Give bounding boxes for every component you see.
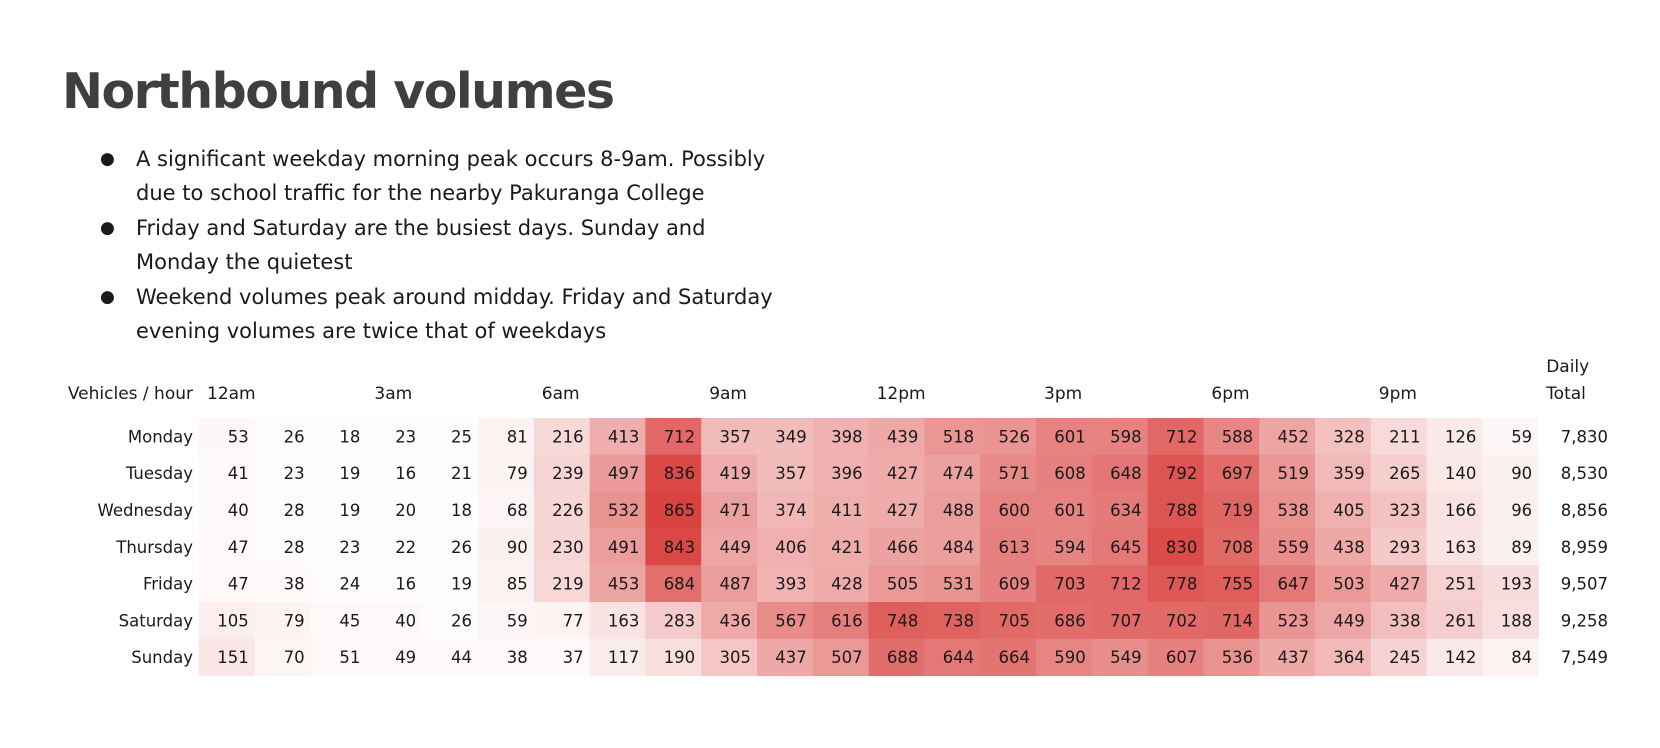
cell-value: 16: [395, 464, 417, 484]
cell-value: 712: [1110, 574, 1142, 594]
cell-value: 778: [1165, 574, 1198, 594]
cell-value: 45: [339, 611, 361, 631]
cell-value: 96: [1511, 501, 1533, 520]
cell-value: 487: [719, 574, 751, 594]
hour-label: 9am: [709, 384, 747, 404]
cell-value: 532: [607, 501, 640, 520]
cell-value: 452: [1277, 427, 1309, 447]
cell-value: 188: [1500, 611, 1533, 631]
cell-value: 142: [1444, 648, 1477, 668]
cell-value: 488: [942, 501, 975, 520]
cell-value: 47: [227, 537, 249, 557]
cell-value: 16: [395, 574, 417, 594]
cell-value: 688: [886, 648, 919, 668]
cell-value: 474: [942, 464, 975, 484]
cell-value: 702: [1165, 611, 1198, 631]
cell-value: 24: [339, 574, 361, 594]
cell-value: 126: [1444, 427, 1477, 447]
cell-value: 265: [1389, 464, 1421, 484]
cell-value: 77: [562, 611, 584, 631]
cell-value: 707: [1110, 611, 1142, 631]
daily-total: 7,549: [1560, 648, 1608, 668]
cell-value: 413: [607, 427, 640, 447]
cell-value: 607: [1165, 648, 1198, 668]
cell-value: 40: [395, 611, 417, 631]
cell-value: 714: [1221, 611, 1254, 631]
cell-value: 357: [775, 464, 807, 484]
bullet-dot-icon: ●: [100, 218, 115, 238]
cell-value: 374: [775, 501, 807, 520]
cell-value: 85: [506, 574, 528, 594]
insight-text: A significant weekday morning peak occurs 8-9am. Possibly due to school traffic for the nearby Pakuranga College: [136, 147, 766, 205]
cell-value: 792: [1165, 464, 1198, 484]
cell-value: 26: [283, 427, 305, 447]
cell-value: 19: [451, 574, 472, 594]
insight-text: Friday and Saturday are the busiest days. Sunday and Monday the quietest: [136, 216, 706, 274]
cell-value: 788: [1165, 501, 1198, 520]
cell-value: 449: [1333, 611, 1365, 631]
cell-value: 40: [227, 501, 249, 520]
cell-value: 419: [719, 464, 751, 484]
cell-value: 405: [1333, 501, 1365, 520]
cell-value: 53: [227, 427, 249, 447]
cell-value: 364: [1333, 648, 1365, 668]
cell-value: 536: [1221, 648, 1254, 668]
cell-value: 505: [886, 574, 919, 594]
cell-value: 283: [663, 611, 696, 631]
cell-value: 19: [339, 501, 361, 520]
cell-value: 438: [1333, 537, 1365, 557]
cell-value: 616: [831, 611, 863, 631]
cell-value: 497: [607, 464, 640, 484]
cell-value: 738: [942, 611, 975, 631]
bullet-dot-icon: ●: [100, 287, 115, 307]
cell-value: 518: [942, 427, 975, 447]
cell-value: 90: [1511, 464, 1533, 484]
cell-value: 507: [831, 648, 863, 668]
cell-value: 427: [886, 501, 919, 520]
cell-value: 81: [506, 427, 528, 447]
cell-value: 349: [775, 427, 807, 447]
cell-value: 22: [395, 537, 417, 557]
cell-value: 90: [506, 537, 528, 557]
cell-value: 68: [506, 501, 528, 520]
cell-value: 755: [1221, 574, 1254, 594]
hourly-volume-heatmap: [0, 350, 1660, 680]
day-label: Saturday: [118, 611, 193, 631]
daily-total: 9,258: [1560, 611, 1608, 631]
day-label: Thursday: [116, 537, 193, 557]
cell-value: 437: [1277, 648, 1309, 668]
bullet-dot-icon: ●: [100, 149, 115, 169]
daily-total: 7,830: [1560, 427, 1608, 447]
cell-value: 567: [775, 611, 807, 631]
cell-value: 703: [1054, 574, 1086, 594]
cell-value: 38: [283, 574, 305, 594]
cell-value: 37: [562, 648, 584, 668]
cell-value: 47: [227, 574, 249, 594]
daily-total: 8,856: [1560, 501, 1608, 520]
cell-value: 19: [339, 464, 361, 484]
cell-value: 151: [217, 648, 249, 668]
cell-value: 226: [552, 501, 584, 520]
insight-text: Weekend volumes peak around midday. Friday and Saturday evening volumes are twice that of weekdays: [136, 285, 773, 343]
cell-value: 328: [1333, 427, 1365, 447]
cell-value: 406: [775, 537, 807, 557]
cell-value: 411: [831, 501, 863, 520]
hour-label: 6pm: [1211, 384, 1250, 404]
cell-value: 23: [395, 427, 417, 447]
total-header-line2: Total: [1546, 384, 1586, 404]
cell-value: 323: [1389, 501, 1421, 520]
hour-label: 3pm: [1044, 384, 1083, 404]
day-label: Wednesday: [97, 501, 193, 520]
cell-value: 396: [831, 464, 863, 484]
cell-value: 538: [1277, 501, 1309, 520]
cell-value: 163: [1444, 537, 1477, 557]
hour-label: 3am: [374, 384, 413, 404]
insight-item: [98, 280, 778, 348]
cell-value: 79: [506, 464, 528, 484]
cell-value: 865: [663, 501, 696, 520]
cell-value: 219: [552, 574, 584, 594]
cell-value: 647: [1277, 574, 1309, 594]
cell-value: 449: [719, 537, 751, 557]
cell-value: 84: [1511, 648, 1533, 668]
cell-value: 484: [942, 537, 975, 557]
cell-value: 712: [1165, 427, 1198, 447]
cell-value: 393: [775, 574, 807, 594]
cell-value: 519: [1277, 464, 1309, 484]
page-title: Northbound volumes: [62, 63, 614, 120]
cell-value: 601: [1054, 501, 1086, 520]
cell-value: 117: [607, 648, 640, 668]
cell-value: 251: [1444, 574, 1477, 594]
cell-value: 608: [1054, 464, 1086, 484]
cell-value: 26: [451, 611, 472, 631]
cell-value: 166: [1444, 501, 1477, 520]
cell-value: 41: [227, 464, 249, 484]
cell-value: 830: [1165, 537, 1198, 557]
cell-value: 705: [998, 611, 1030, 631]
cell-value: 471: [719, 501, 751, 520]
cell-value: 211: [1389, 427, 1421, 447]
cell-value: 44: [451, 648, 472, 668]
cell-value: 427: [886, 464, 919, 484]
cell-value: 245: [1389, 648, 1421, 668]
cell-value: 526: [998, 427, 1030, 447]
cell-value: 590: [1054, 648, 1086, 668]
cell-value: 357: [719, 427, 751, 447]
cell-value: 293: [1389, 537, 1421, 557]
cell-value: 59: [1511, 427, 1533, 447]
cell-value: 428: [831, 574, 863, 594]
cell-value: 588: [1221, 427, 1254, 447]
cell-value: 163: [607, 611, 640, 631]
cell-value: 439: [886, 427, 919, 447]
cell-value: 239: [552, 464, 584, 484]
cell-value: 23: [339, 537, 361, 557]
cell-value: 648: [1110, 464, 1142, 484]
cell-value: 601: [1054, 427, 1086, 447]
cell-value: 466: [886, 537, 919, 557]
cell-value: 503: [1333, 574, 1365, 594]
cell-value: 549: [1110, 648, 1142, 668]
cell-value: 697: [1221, 464, 1254, 484]
cell-value: 18: [339, 427, 361, 447]
cell-value: 664: [998, 648, 1030, 668]
insights-list: [98, 142, 778, 349]
cell-value: 748: [886, 611, 919, 631]
corner-label: Vehicles / hour: [67, 384, 193, 404]
cell-value: 571: [998, 464, 1030, 484]
hour-label: 12pm: [876, 384, 926, 404]
cell-value: 609: [998, 574, 1030, 594]
cell-value: 193: [1500, 574, 1533, 594]
cell-value: 28: [283, 501, 305, 520]
cell-value: 305: [719, 648, 751, 668]
cell-value: 684: [663, 574, 696, 594]
day-label: Sunday: [131, 648, 193, 668]
cell-value: 140: [1444, 464, 1477, 484]
day-label: Monday: [127, 427, 193, 447]
cell-value: 190: [663, 648, 696, 668]
cell-value: 600: [998, 501, 1030, 520]
cell-value: 559: [1277, 537, 1309, 557]
cell-value: 644: [942, 648, 975, 668]
cell-value: 712: [663, 427, 696, 447]
cell-value: 18: [451, 501, 472, 520]
cell-value: 230: [552, 537, 584, 557]
total-header-line1: Daily: [1546, 357, 1590, 377]
cell-value: 421: [831, 537, 863, 557]
cell-value: 105: [217, 611, 249, 631]
cell-value: 686: [1054, 611, 1086, 631]
cell-value: 23: [283, 464, 305, 484]
cell-value: 719: [1221, 501, 1254, 520]
cell-value: 427: [1389, 574, 1421, 594]
cell-value: 598: [1110, 427, 1142, 447]
cell-value: 38: [506, 648, 528, 668]
cell-value: 20: [395, 501, 417, 520]
cell-value: 453: [607, 574, 640, 594]
cell-value: 523: [1277, 611, 1309, 631]
cell-value: 437: [775, 648, 807, 668]
day-label: Friday: [142, 574, 193, 594]
cell-value: 531: [942, 574, 975, 594]
cell-value: 26: [451, 537, 472, 557]
cell-value: 49: [395, 648, 417, 668]
cell-value: 634: [1110, 501, 1142, 520]
cell-value: 338: [1389, 611, 1421, 631]
daily-total: 9,507: [1560, 574, 1608, 594]
cell-value: 843: [663, 537, 696, 557]
hour-label: 6am: [541, 384, 580, 404]
cell-value: 216: [552, 427, 584, 447]
insight-item: [98, 211, 778, 279]
cell-value: 359: [1333, 464, 1365, 484]
day-label: Tuesday: [125, 464, 193, 484]
cell-value: 436: [719, 611, 751, 631]
daily-total: 8,530: [1560, 464, 1608, 484]
daily-total: 8,959: [1560, 537, 1608, 557]
cell-value: 59: [506, 611, 528, 631]
cell-value: 89: [1511, 537, 1533, 557]
cell-value: 491: [607, 537, 640, 557]
cell-value: 613: [998, 537, 1030, 557]
cell-value: 645: [1110, 537, 1142, 557]
cell-value: 708: [1221, 537, 1254, 557]
hour-label: 9pm: [1378, 384, 1417, 404]
cell-value: 79: [283, 611, 305, 631]
cell-value: 28: [283, 537, 305, 557]
cell-value: 398: [831, 427, 863, 447]
cell-value: 51: [339, 648, 361, 668]
cell-value: 21: [451, 464, 472, 484]
cell-value: 594: [1054, 537, 1086, 557]
hour-label: 12am: [207, 384, 256, 404]
cell-value: 836: [663, 464, 696, 484]
cell-value: 25: [451, 427, 472, 447]
cell-value: 261: [1444, 611, 1477, 631]
insight-item: [98, 142, 778, 210]
cell-value: 70: [283, 648, 305, 668]
